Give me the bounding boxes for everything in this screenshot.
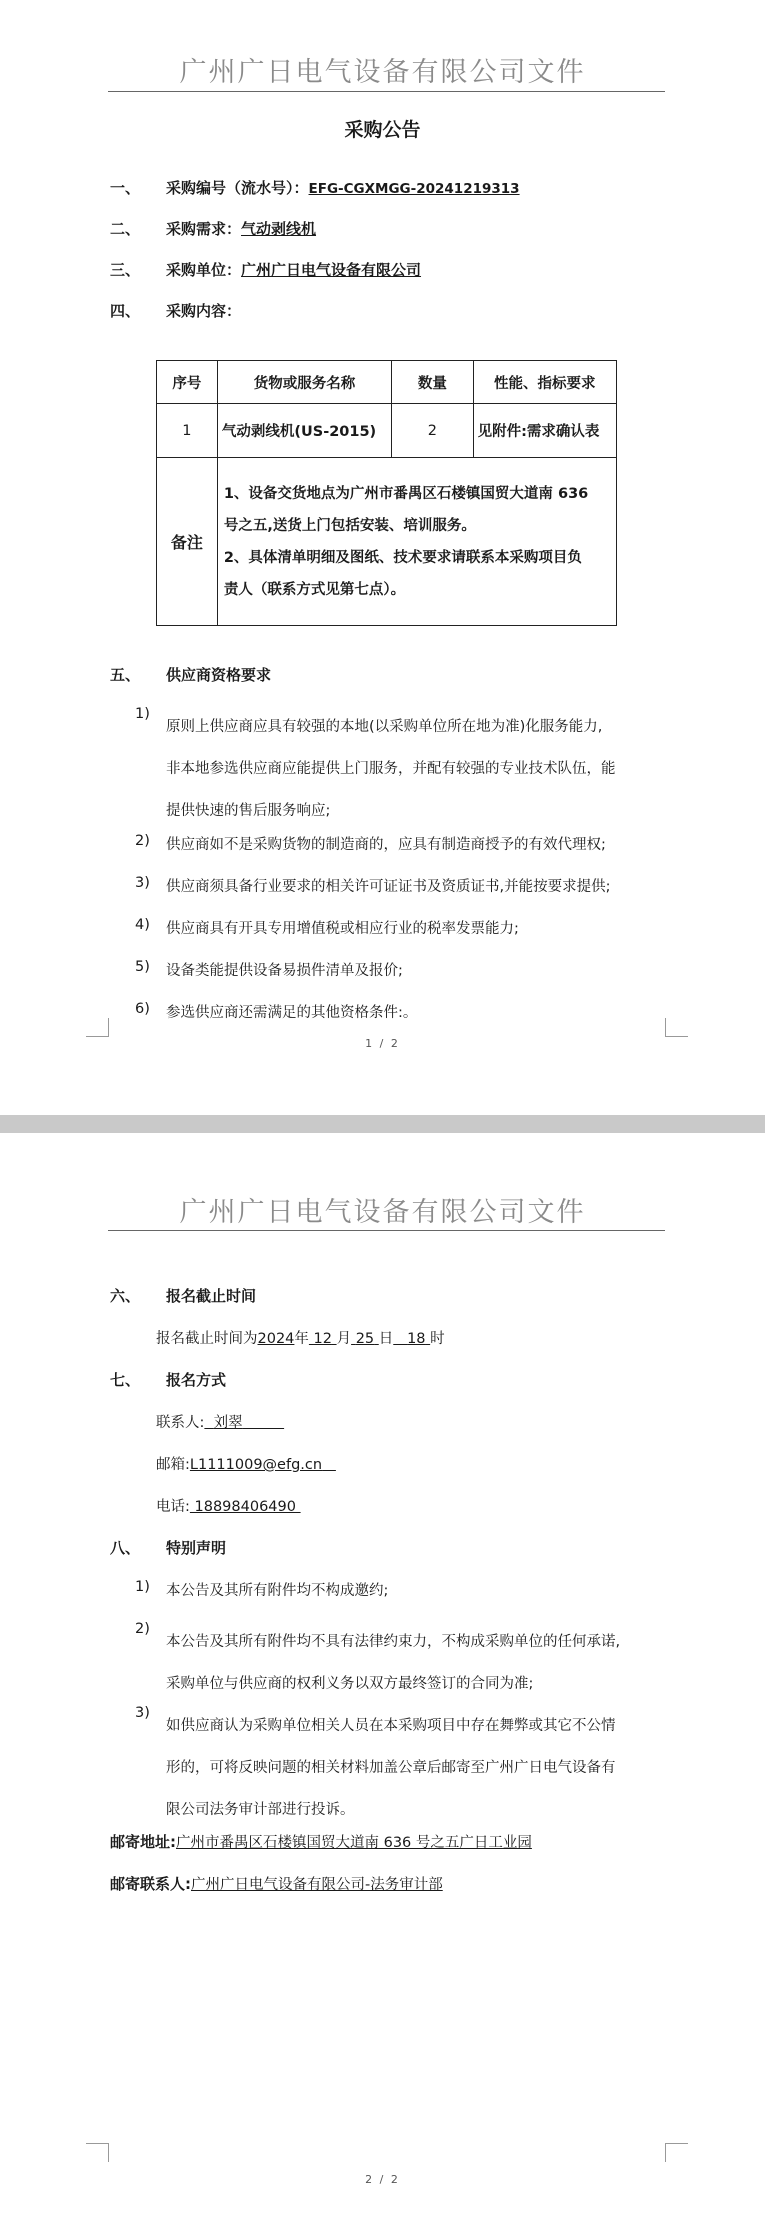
qualification-item-3: 供应商须具备行业要求的相关许可证证书及资质证书,并能按要求提供;	[166, 879, 611, 895]
email-value[interactable]	[190, 1457, 336, 1473]
email-label: 邮箱:	[156, 1457, 190, 1473]
item-number: 3)	[135, 1705, 150, 1721]
item-number: 4)	[135, 917, 150, 933]
procurement-unit: 广州广日电气设备有限公司	[241, 261, 422, 279]
procurement-table	[156, 360, 617, 626]
phone-value	[190, 1499, 301, 1515]
month-unit: 月	[336, 1331, 352, 1347]
remark-line: 2、具体清单明细及图纸、技术要求请联系本采购项目负	[223, 549, 582, 566]
procurement-demand: 气动剥线机	[241, 220, 317, 238]
procurement-number: EFG-CGXMGG-20241219313	[308, 181, 520, 197]
mail-contact-label: 邮寄联系人:	[110, 1875, 191, 1893]
page-separator	[0, 1115, 765, 1133]
section-4-label: 采购内容：	[166, 302, 242, 320]
table-row	[157, 404, 617, 458]
remark-line: 号之五,送货上门包括安装、培训服务。	[223, 517, 476, 534]
qualification-item-1	[166, 706, 616, 832]
section-5-number: 五、	[110, 666, 141, 684]
month-value: 12	[313, 1331, 332, 1347]
margin-corner-mark	[86, 2143, 109, 2162]
page-number: 1 / 2	[365, 1037, 400, 1050]
doc-title: 采购公告	[344, 119, 421, 141]
deadline-text	[156, 1327, 445, 1348]
section-1	[166, 177, 520, 198]
phone-number: 18898406490	[194, 1499, 296, 1515]
section-3	[166, 259, 421, 280]
margin-corner-mark	[665, 2143, 688, 2162]
table-header-row	[157, 361, 617, 404]
remark-line: 责人（联系方式见第七点）。	[223, 581, 406, 598]
section-3-number: 三、	[110, 261, 141, 279]
page-1	[0, 0, 765, 1115]
deadline-year: 2024	[257, 1331, 295, 1347]
section-4-number: 四、	[110, 302, 141, 320]
deadline-hour	[393, 1331, 430, 1347]
section-1-number: 一、	[110, 179, 141, 197]
item-number: 1)	[135, 1579, 150, 1595]
table-header: 序号	[157, 361, 218, 404]
contact-name: 刘翠	[213, 1415, 243, 1431]
section-5-label: 供应商资格要求	[166, 666, 272, 684]
item-line: 限公司法务审计部进行投诉。	[166, 1802, 355, 1818]
deadline-prefix: 报名截止时间为	[156, 1331, 258, 1347]
phone-label: 电话:	[156, 1499, 190, 1515]
section-2-label: 采购需求：	[166, 220, 242, 238]
year-unit: 年	[294, 1331, 309, 1347]
item-line: 采购单位与供应商的权利义务以双方最终签订的合同为准;	[166, 1676, 534, 1692]
table-cell: 见附件:需求确认表	[473, 404, 616, 458]
section-6-number: 六、	[110, 1287, 141, 1305]
section-2-number: 二、	[110, 220, 141, 238]
statement-item-1: 本公告及其所有附件均不构成邀约;	[166, 1583, 389, 1599]
header-title: 广州广日电气设备有限公司文件	[179, 1197, 586, 1228]
margin-corner-mark	[86, 1018, 109, 1037]
table-header: 货物或服务名称	[217, 361, 391, 404]
section-8-label: 特别声明	[166, 1539, 227, 1557]
deadline-day	[351, 1331, 379, 1347]
mail-contact-line	[110, 1873, 443, 1894]
qualification-item-6: 参选供应商还需满足的其他资格条件:。	[166, 1005, 418, 1021]
deadline-month	[309, 1331, 337, 1347]
qualification-item-4: 供应商具有开具专用增值税或相应行业的税率发票能力;	[166, 921, 519, 937]
mail-contact-value: 广州广日电气设备有限公司-法务审计部	[191, 1877, 443, 1893]
email-address[interactable]: L1111009@efg.cn	[189, 1457, 323, 1473]
table-cell: 气动剥线机(US-2015)	[217, 404, 391, 458]
item-line: 提供快速的售后服务响应;	[166, 803, 331, 819]
remark-label: 备注	[157, 458, 218, 626]
hour-unit: 时	[430, 1331, 445, 1347]
item-line: 如供应商认为采购单位相关人员在本采购项目中存在舞弊或其它不公情	[166, 1718, 616, 1734]
item-line: 本公告及其所有附件均不具有法律约束力，不构成采购单位的任何承诺,	[166, 1634, 621, 1650]
contact-value	[204, 1415, 284, 1431]
section-7-number: 七、	[110, 1371, 141, 1389]
remark-line: 1、设备交货地点为广州市番禺区石楼镇国贸大道南 636	[223, 485, 589, 502]
section-3-label: 采购单位：	[166, 261, 242, 279]
remark-content	[217, 458, 616, 626]
contact-label: 联系人:	[156, 1415, 205, 1431]
item-line: 原则上供应商应具有较强的本地(以采购单位所在地为准)化服务能力,	[166, 719, 603, 735]
header-title: 广州广日电气设备有限公司文件	[179, 57, 586, 88]
table-remark-row	[157, 458, 617, 626]
section-2	[166, 218, 316, 239]
item-number: 5)	[135, 959, 150, 975]
section-8-number: 八、	[110, 1539, 141, 1557]
table-header: 数量	[392, 361, 473, 404]
qualification-item-5: 设备类能提供设备易损件清单及报价;	[166, 963, 403, 979]
statement-item-3	[166, 1705, 616, 1831]
table-cell: 1	[157, 404, 218, 458]
email-line	[156, 1453, 336, 1474]
item-line: 非本地参选供应商应能提供上门服务，并配有较强的专业技术队伍，能	[166, 761, 616, 777]
page-2	[0, 1133, 765, 2238]
header-rule	[108, 91, 665, 92]
statement-item-2	[166, 1621, 620, 1705]
mail-address-line	[110, 1831, 532, 1852]
item-number: 2)	[135, 1621, 150, 1637]
margin-corner-mark	[665, 1018, 688, 1037]
day-value: 25	[355, 1331, 375, 1347]
phone-line	[156, 1495, 301, 1516]
section-7-label: 报名方式	[166, 1371, 227, 1389]
day-unit: 日	[378, 1331, 394, 1347]
section-6-label: 报名截止时间	[166, 1287, 257, 1305]
mail-address-value: 广州市番禺区石楼镇国贸大道南 636 号之五广日工业园	[176, 1835, 532, 1851]
header-rule	[108, 1230, 665, 1231]
item-number: 3)	[135, 875, 150, 891]
contact-line	[156, 1411, 284, 1432]
section-1-label: 采购编号（流水号）：	[166, 179, 309, 197]
item-number: 2)	[135, 833, 150, 849]
item-line: 形的，可将反映问题的相关材料加盖公章后邮寄至广州广日电气设备有	[166, 1760, 616, 1776]
table-cell: 2	[392, 404, 473, 458]
item-number: 6)	[135, 1001, 150, 1017]
qualification-item-2: 供应商如不是采购货物的制造商的，应具有制造商授予的有效代理权;	[166, 837, 606, 853]
table-header: 性能、指标要求	[473, 361, 616, 404]
page-number: 2 / 2	[365, 2173, 400, 2186]
hour-value: 18	[407, 1331, 426, 1347]
mail-address-label: 邮寄地址:	[110, 1833, 176, 1851]
item-number: 1)	[135, 706, 150, 722]
